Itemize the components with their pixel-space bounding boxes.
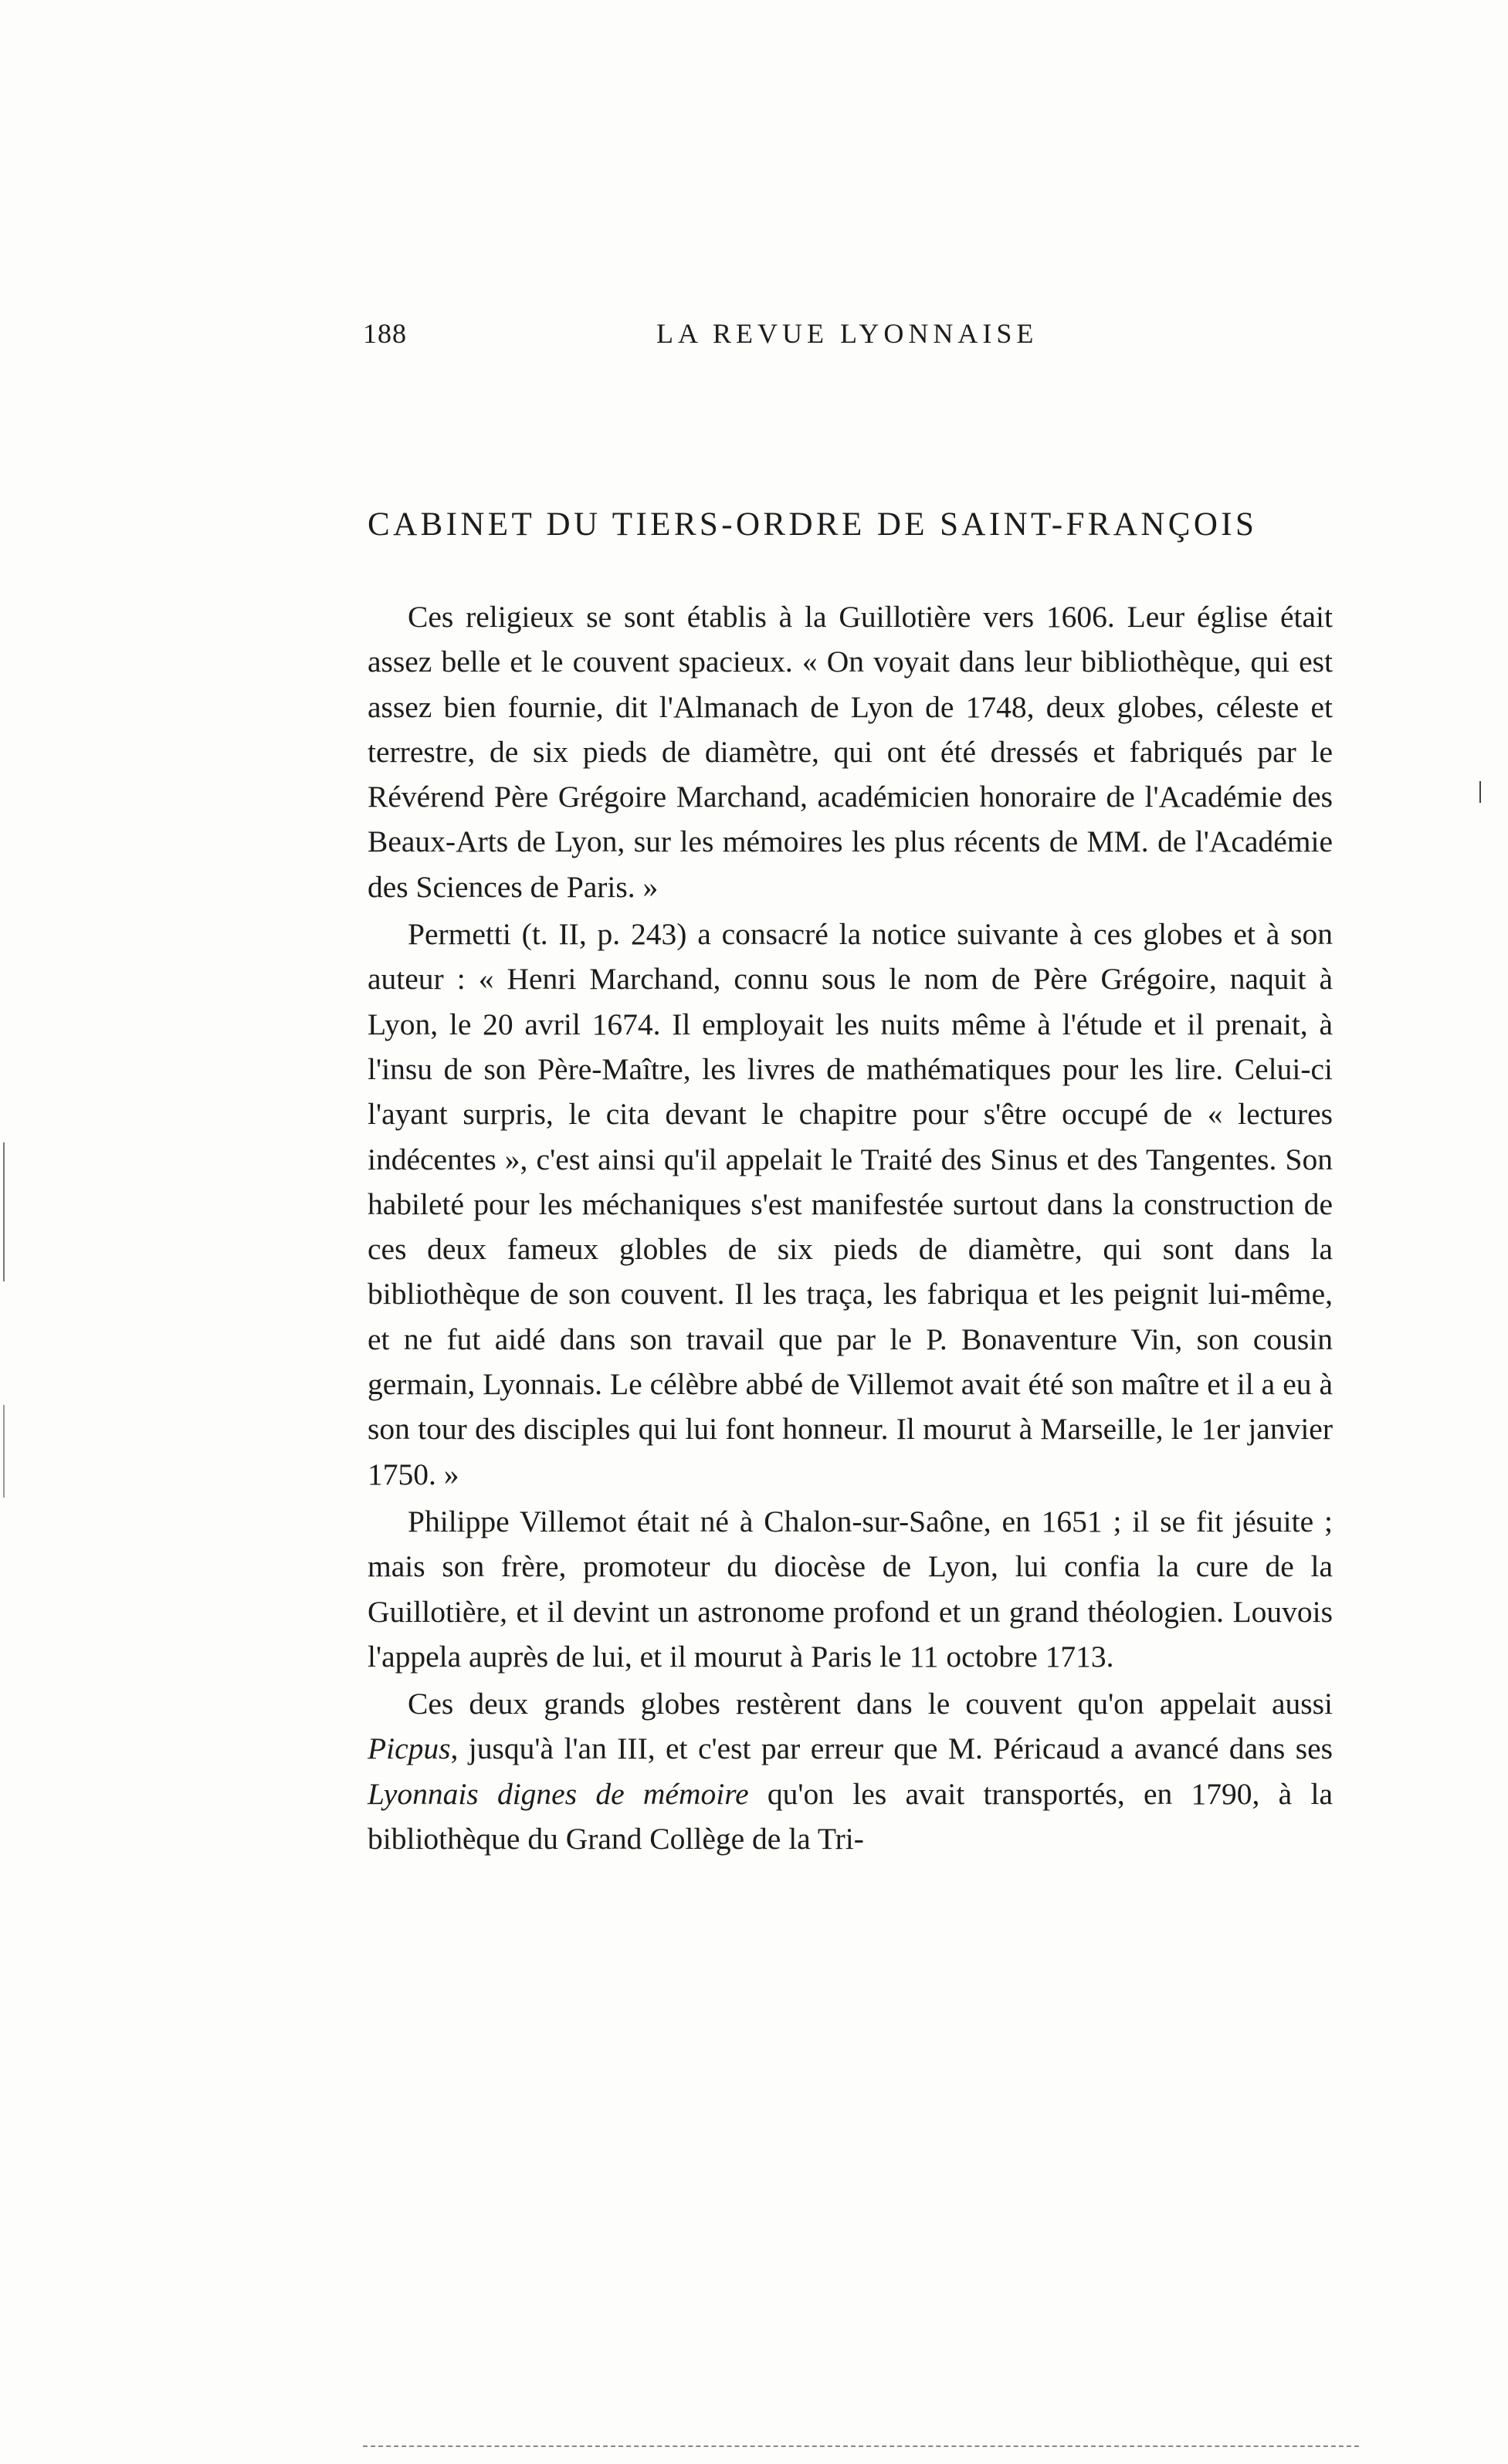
text-run: Ces deux grands globes restèrent dans le couvent qu'on appelait aussi [408, 1687, 1333, 1721]
paragraph [368, 1681, 1333, 1861]
scan-bottom-rule [363, 2445, 1359, 2447]
italic-title: Lyonnais dignes de mémoire [368, 1776, 749, 1811]
section-title: CABINET DU TIERS-ORDRE DE SAINT-FRANÇOIS [368, 506, 1258, 543]
page-number: 188 [363, 318, 407, 349]
journal-title: LA REVUE LYONNAISE [656, 318, 1039, 349]
article-body [368, 594, 1333, 1861]
paragraph: Ces religieux se sont établis à la Guillotière vers 1606. Leur église était assez belle et le couvent spacieux. « On voyait dans leur bibliothèque, qui est assez bien fournie, dit l'Almanach de Lyon de 1748, deux globes, céleste et terrestre, de six pieds de diamètre, qui ont été dressés et fabriqués par le Révérend Père Grégoire Marchand, académicien honoraire de l'Académie des Beaux-Arts de Lyon, sur les mémoires les plus récents de MM. de l'Académie des Sciences de Paris. » [368, 600, 1333, 904]
paragraph: Philippe Villemot était né à Chalon-sur-Saône, en 1651 ; il se fit jésuite ; mais son frère, promoteur du diocèse de Lyon, lui confia la cure de la Guillotière, et il devint un astronome profond et un grand théologien. Louvois l'appela auprès de lui, et il mourut à Paris le 11 octobre 1713. [368, 1504, 1333, 1674]
text-run: , jusqu'à l'an III, et c'est par erreur que M. Péricaud a avancé dans ses [450, 1731, 1333, 1766]
paragraph: Permetti (t. II, p. 243) a consacré la notice suivante à ces globes et à son auteur : « Henri Marchand, connu sous le nom de Père Grégoire, naquit à Lyon, le 20 avril 1674. Il employait les nuits même à l'étude et il prenait, à l'insu de son Père-Maître, les livres de mathématiques pour les lire. Celui-ci l'ayant surpris, le cita devant le chapitre pour s'être occupé de « lectures indécentes », c'est ainsi qu'il appelait le Traité des Sinus et des Tangentes. Son habileté pour les méchaniques s'est manifestée surtout dans la construction de ces deux fameux globles de six pieds de diamètre, qui sont dans la bibliothèque de son couvent. Il les traça, les fabriqua et les peignit lui-même, et ne fut aidé dans son travail que par le P. Bonaventure Vin, son cousin germain, Lyonnais. Le célèbre abbé de Villemot avait été son maître et il a eu à son tour des disciples qui lui font honneur. Il mourut à Marseille, le 1er janvier 1750. » [368, 917, 1333, 1491]
italic-title: Picpus [368, 1731, 451, 1766]
scan-margin-mark [3, 1405, 5, 1498]
running-head [363, 310, 1336, 357]
scan-margin-mark [3, 1142, 5, 1281]
text-run: qu'on les avait transportés, en 1790, à la bibliothèque du Grand Collège de la Tri- [368, 1776, 1333, 1856]
scan-margin-mark [1479, 781, 1481, 803]
